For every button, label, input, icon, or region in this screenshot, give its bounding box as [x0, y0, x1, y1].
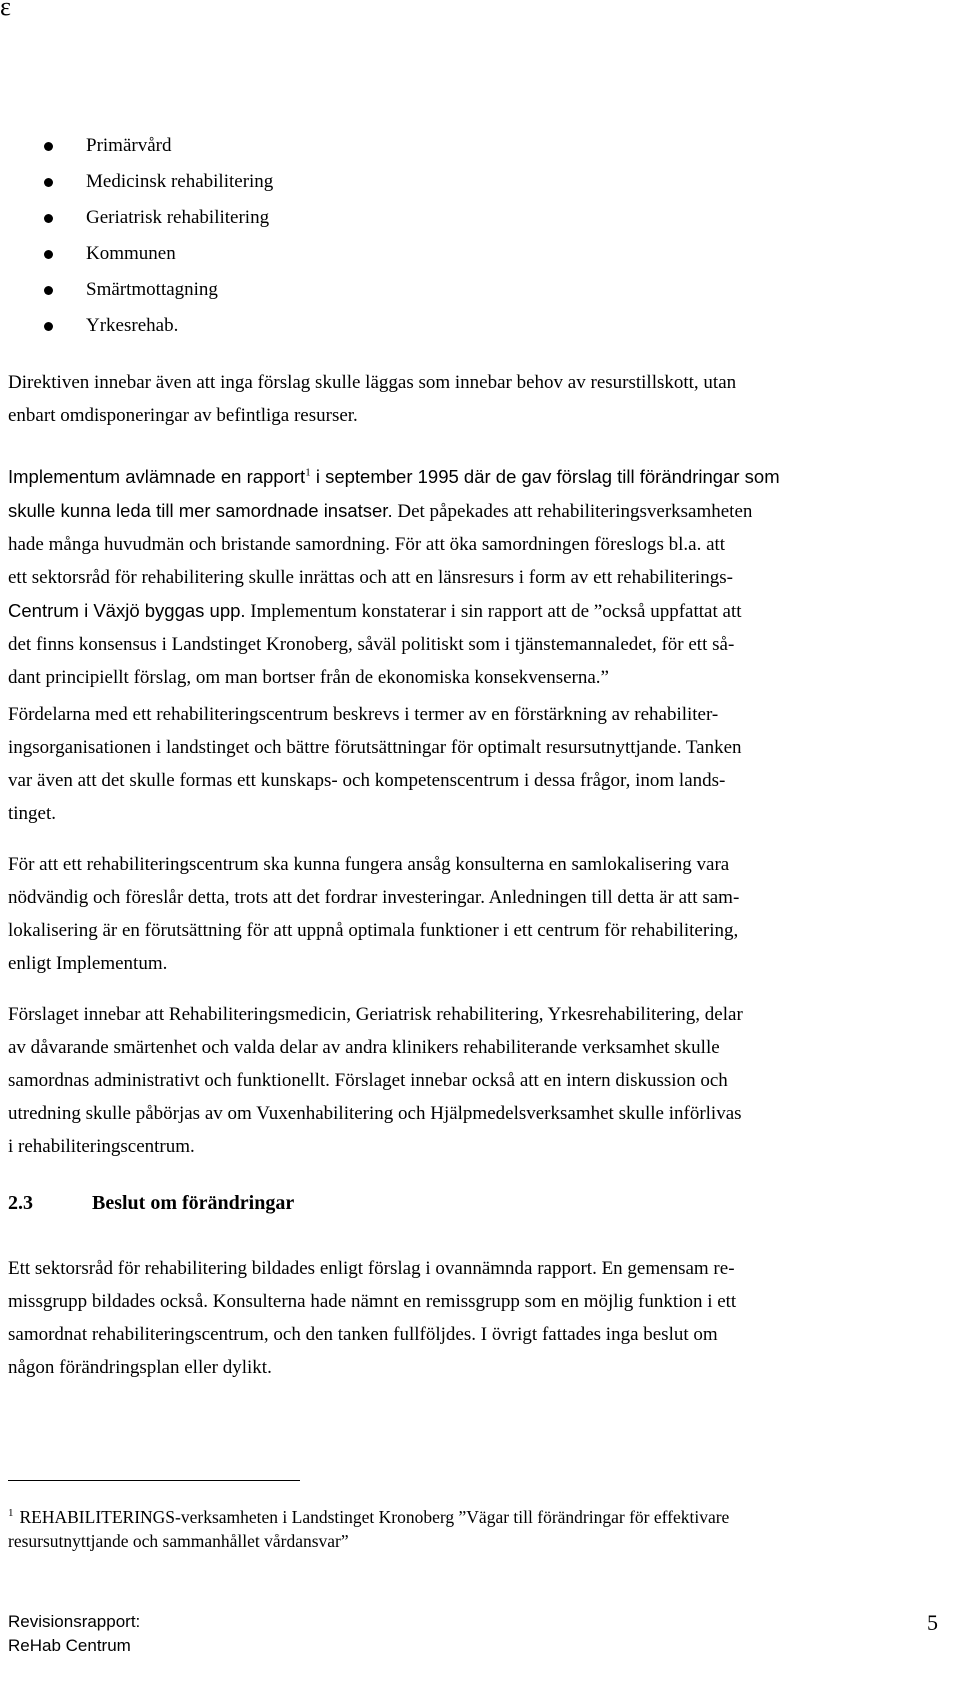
paragraph-line: enligt Implementum.	[8, 953, 168, 974]
text-run: Implementum konstaterar i sin rapport att de ”också uppfattat att	[245, 601, 742, 622]
section-number: 2.3	[8, 1192, 33, 1214]
footnote-text: REHABILITERINGS-verksamheten i Landstinget Kronoberg ”Vägar till förändringar för effektivare	[19, 1507, 730, 1527]
paragraph-line: lokalisering är en förutsättning för att uppnå optimala funktioner i ett centrum för rehabilitering,	[8, 920, 739, 941]
section-heading	[8, 1188, 294, 1218]
paragraph-line	[8, 460, 952, 494]
list-item-text: Smärtmottagning	[86, 279, 218, 300]
paragraph-line: Direktiven innebar även att inga förslag skulle läggas som innebar behov av resurstillskott, utan	[8, 372, 737, 393]
text-run: skulle kunna leda till mer samordnade insatser.	[8, 500, 393, 521]
paragraph-line: samordnas administrativt och funktionellt. Förslaget innebar också att en intern diskussion och	[8, 1070, 728, 1091]
paragraph-line: dant principiellt förslag, om man bortser från de ekonomiska konsekvenserna.”	[8, 667, 609, 688]
text-run: i september 1995 där de gav förslag till förändringar som	[310, 466, 780, 487]
paragraph-line: utredning skulle påbörjas av om Vuxenhabilitering och Hjälpmedelsverksamhet skulle införlivas	[8, 1103, 742, 1124]
text-run: Det påpekades att rehabiliteringsverksamheten	[392, 501, 753, 522]
footnote-number: 1	[8, 1507, 14, 1520]
text-run: Implementum avlämnade en rapport	[8, 466, 306, 487]
paragraph-proposal	[8, 998, 952, 1163]
section-title: Beslut om förändringar	[92, 1192, 295, 1214]
paragraph-line: ingsorganisationen i landstinget och bättre förutsättningar för optimalt resursutnyttjande. Tanken	[8, 737, 742, 758]
list-item	[44, 236, 273, 272]
footnote	[8, 1505, 729, 1553]
paragraph-directives	[8, 366, 952, 432]
paragraph-line: någon förändringsplan eller dylikt.	[8, 1357, 272, 1378]
text-run: Centrum i Växjö byggas upp.	[8, 600, 246, 621]
bullet-icon	[44, 250, 53, 259]
footer-line: Revisionsrapport:	[8, 1612, 141, 1631]
bullet-icon	[44, 214, 53, 223]
paragraph-line: ett sektorsråd för rehabilitering skulle inrättas och att en länsresurs i form av ett rehabiliterings-	[8, 567, 733, 588]
corner-mark: ε	[0, 0, 11, 21]
paragraph-line: tinget.	[8, 803, 57, 824]
page-footer	[8, 1610, 140, 1658]
paragraph-line: det finns konsensus i Landstinget Kronoberg, såväl politiskt som i tjänstemannaledet, för ett så-	[8, 634, 735, 655]
list-item	[44, 308, 273, 344]
paragraph-line: i rehabiliteringscentrum.	[8, 1136, 195, 1157]
list-item	[44, 164, 273, 200]
paragraph-line: var även att det skulle formas ett kunskaps- och kompetenscentrum i dessa frågor, inom lands-	[8, 770, 726, 791]
paragraph-line: nödvändig och föreslår detta, trots att det fordrar investeringar. Anledningen till detta är att sam-	[8, 887, 740, 908]
list-item	[44, 272, 273, 308]
paragraph-line: Ett sektorsråd för rehabilitering bildades enligt förslag i ovannämnda rapport. En gemensam re-	[8, 1258, 735, 1279]
bullet-icon	[44, 142, 53, 151]
paragraph-line: Fördelarna med ett rehabiliteringscentrum beskrevs i termer av en förstärkning av rehabiliter-	[8, 704, 719, 725]
footnote-line	[8, 1505, 729, 1529]
paragraph-line: samordnat rehabiliteringscentrum, och den tanken fullföljdes. I övrigt fattades inga beslut om	[8, 1324, 718, 1345]
bullet-icon	[44, 286, 53, 295]
list-item	[44, 200, 273, 236]
footnote-divider	[8, 1480, 300, 1481]
paragraph-line	[8, 594, 952, 628]
list-item-text: Primärvård	[86, 135, 172, 156]
paragraph-line: hade många huvudmän och bristande samordning. För att öka samordningen föreslogs bl.a. att	[8, 534, 726, 555]
page-number: 5	[927, 1610, 938, 1635]
bullet-list	[44, 128, 273, 344]
bullet-icon	[44, 178, 53, 187]
paragraph-line: av dåvarande smärtenhet och valda delar av andra klinikers rehabiliterande verksamhet skulle	[8, 1037, 720, 1058]
list-item-text: Kommunen	[86, 243, 176, 264]
paragraph-line: enbart omdisponeringar av befintliga resurser.	[8, 405, 358, 426]
paragraph-colocation	[8, 848, 952, 980]
footnote-line: resursutnyttjande och sammanhållet vårdansvar”	[8, 1531, 349, 1551]
paragraph-implementum-report	[8, 460, 952, 694]
paragraph-advantages	[8, 698, 952, 830]
list-item	[44, 128, 273, 164]
list-item-text: Medicinsk rehabilitering	[86, 171, 274, 192]
footnote-ref: 1	[305, 466, 311, 479]
paragraph-line: För att ett rehabiliteringscentrum ska kunna fungera ansåg konsulterna en samlokalisering vara	[8, 854, 730, 875]
bullet-icon	[44, 322, 53, 331]
paragraph-line: Förslaget innebar att Rehabiliteringsmedicin, Geriatrisk rehabilitering, Yrkesrehabilitering, delar	[8, 1004, 743, 1025]
footer-line: ReHab Centrum	[8, 1636, 131, 1655]
list-item-text: Geriatrisk rehabilitering	[86, 207, 270, 228]
paragraph-decision	[8, 1252, 952, 1384]
list-item-text: Yrkesrehab.	[86, 315, 179, 336]
paragraph-line: missgrupp bildades också. Konsulterna hade nämnt en remissgrupp som en möjlig funktion i ett	[8, 1291, 737, 1312]
paragraph-line	[8, 494, 952, 528]
